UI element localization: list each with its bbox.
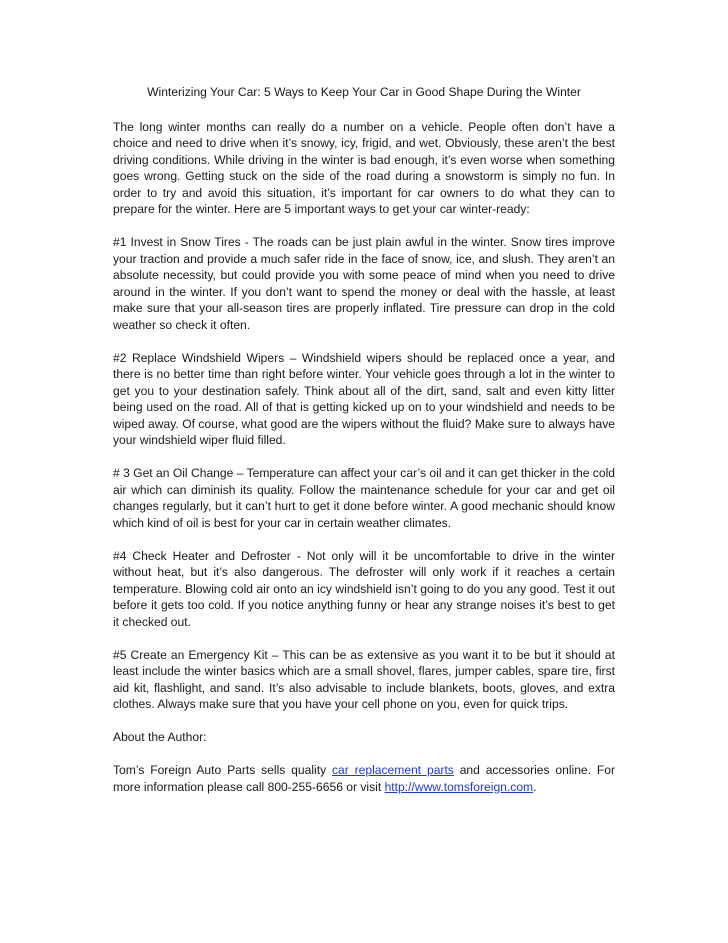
tip-4-paragraph: #4 Check Heater and Defroster - Not only will it be uncomfortable to drive in the winter without heat, but it’s also dangerous. The defroster will only work if it reaches a certain temperature. Blowing cold air onto an icy windshield isn’t going to do you any good. Test it out before it gets too cold. If you notice anything funny or hear any strange noises it’s best to get it checked out. [113, 548, 615, 629]
author-text-before-link: Tom’s Foreign Auto Parts sells quality [113, 763, 332, 777]
intro-paragraph: The long winter months can really do a number on a vehicle. People often don’t have a choice and need to drive when it’s snowy, icy, frigid, and wet. Obviously, these aren’t the best driving conditions. While driving in the winter is bad enough, it’s even worse when something goes wrong. Getting stuck on the side of the road during a snowstorm is simply no fun. In order to try and avoid this situation, it’s important for car owners to do what they can to prepare for the winter. Here are 5 important ways to get your car winter-ready: [113, 119, 615, 216]
website-link[interactable]: http://www.tomsforeign.com [384, 779, 534, 794]
author-paragraph [113, 762, 615, 795]
document-body [113, 84, 615, 812]
about-author-heading: About the Author: [113, 730, 207, 744]
tip-3-paragraph: # 3 Get an Oil Change – Temperature can affect your car’s oil and it can get thicker in the cold air which can diminish its quality. Follow the maintenance schedule for your car and get oil changes regularly, but it can’t hurt to get it done before winter. A good mechanic should know which kind of oil is best for your car in certain weather climates. [113, 466, 615, 530]
document-title: Winterizing Your Car: 5 Ways to Keep Your Car in Good Shape During the Winter [147, 85, 581, 99]
author-text-middle: and accessories online. For more information please call 800-255-6656 or visit [113, 763, 615, 794]
car-replacement-parts-link[interactable]: car replacement parts [331, 763, 454, 777]
tip-2-paragraph: #2 Replace Windshield Wipers – Windshield wipers should be replaced once a year, and there is no better time than right before winter. Your vehicle goes through a lot in the winter to get you to your destination safely. Think about all of the dirt, sand, salt and even kitty litter being used on the road. All of that is getting kicked up on to your windshield and needs to be wiped away. Of course, what good are the wipers without the fluid? Make sure to always have your windshield wiper fluid filled. [113, 350, 615, 447]
author-text-after: . [533, 779, 537, 794]
tip-1-paragraph: #1 Invest in Snow Tires - The roads can be just plain awful in the winter. Snow tires improve your traction and provide a much safer ride in the face of snow, ice, and slush. They aren’t an absolute necessity, but could provide you with some peace of mind when you need to drive around in the winter. If you don’t want to spend the money or deal with the hassle, at least make sure that your all-season tires are properly inflated. Tire pressure can drop in the cold weather so check it often. [113, 235, 615, 332]
tip-5-paragraph: #5 Create an Emergency Kit – This can be as extensive as you want it to be but it should at least include the winter basics which are a small shovel, flares, jumper cables, spare tire, first aid kit, flashlight, and sand. It’s also advisable to include blankets, boots, gloves, and extra clothes. Always make sure that you have your cell phone on you, even for quick trips. [113, 647, 615, 711]
